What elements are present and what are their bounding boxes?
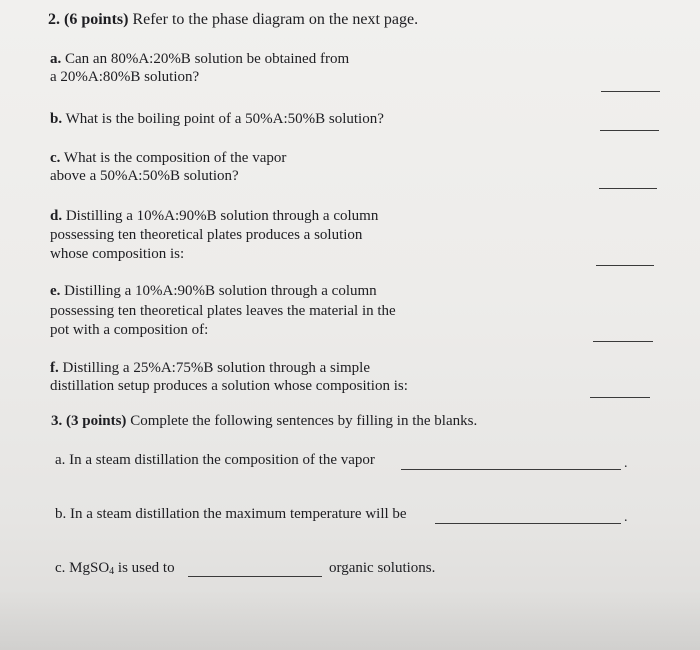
question-2-intro: Refer to the phase diagram on the next page. [132, 11, 419, 28]
q2a-line2: a 20%A:80%B solution? [50, 69, 200, 85]
q2b-answer-line[interactable] [600, 130, 659, 131]
q2f-line1: f. Distilling a 25%A:75%B solution through a simple [50, 360, 370, 376]
q3b-blank-line[interactable] [435, 523, 621, 524]
q2d-answer-line[interactable] [596, 265, 654, 266]
q3a-text: a. In a steam distillation the composition of the vapor [55, 452, 375, 468]
q2f-line2: distillation setup produces a solution whose composition is: [50, 378, 408, 394]
q3b-period: . [624, 510, 628, 525]
q2f-answer-line[interactable] [590, 397, 650, 398]
q2d-line1: d. Distilling a 10%A:90%B solution through a column [50, 208, 379, 224]
question-2-number: 2. [48, 11, 60, 28]
q2c-answer-line[interactable] [599, 188, 657, 189]
q2c-line2: above a 50%A:50%B solution? [50, 168, 239, 184]
q2e-line2: possessing ten theoretical plates leaves the material in the [50, 303, 396, 319]
q2c-line1: c. What is the composition of the vapor [50, 150, 287, 166]
question-3-number: 3. [51, 413, 63, 429]
q3c-text-after: organic solutions. [329, 560, 436, 576]
question-2-points: (6 points) [64, 11, 129, 28]
q3a-blank-line[interactable] [401, 469, 621, 470]
q2a-line1: a. Can an 80%A:20%B solution be obtained from [50, 51, 350, 67]
q2a-answer-line[interactable] [601, 91, 660, 92]
q3c-text: c. MgSO$_4$ is used to [55, 560, 175, 577]
q3a-period: . [624, 456, 628, 471]
q3c-blank-line[interactable] [188, 576, 322, 577]
q2d-line3: whose composition is: [50, 246, 185, 262]
q2e-answer-line[interactable] [593, 341, 653, 342]
question-3-heading [51, 412, 477, 431]
q3b-text: b. In a steam distillation the maximum temperature will be [55, 506, 407, 522]
q2e-line1: e. Distilling a 10%A:90%B solution through a column [50, 283, 377, 299]
subscript-4: 4 [109, 566, 115, 577]
question-3-points: (3 points) [66, 413, 127, 429]
q2d-line2: possessing ten theoretical plates produces a solution [50, 227, 363, 243]
question-2-heading [48, 10, 418, 29]
q2e-line3: pot with a composition of: [50, 322, 209, 338]
q2b-line1: b. What is the boiling point of a 50%A:50%B solution? [50, 111, 384, 127]
question-3-intro: Complete the following sentences by filling in the blanks. [130, 413, 478, 429]
